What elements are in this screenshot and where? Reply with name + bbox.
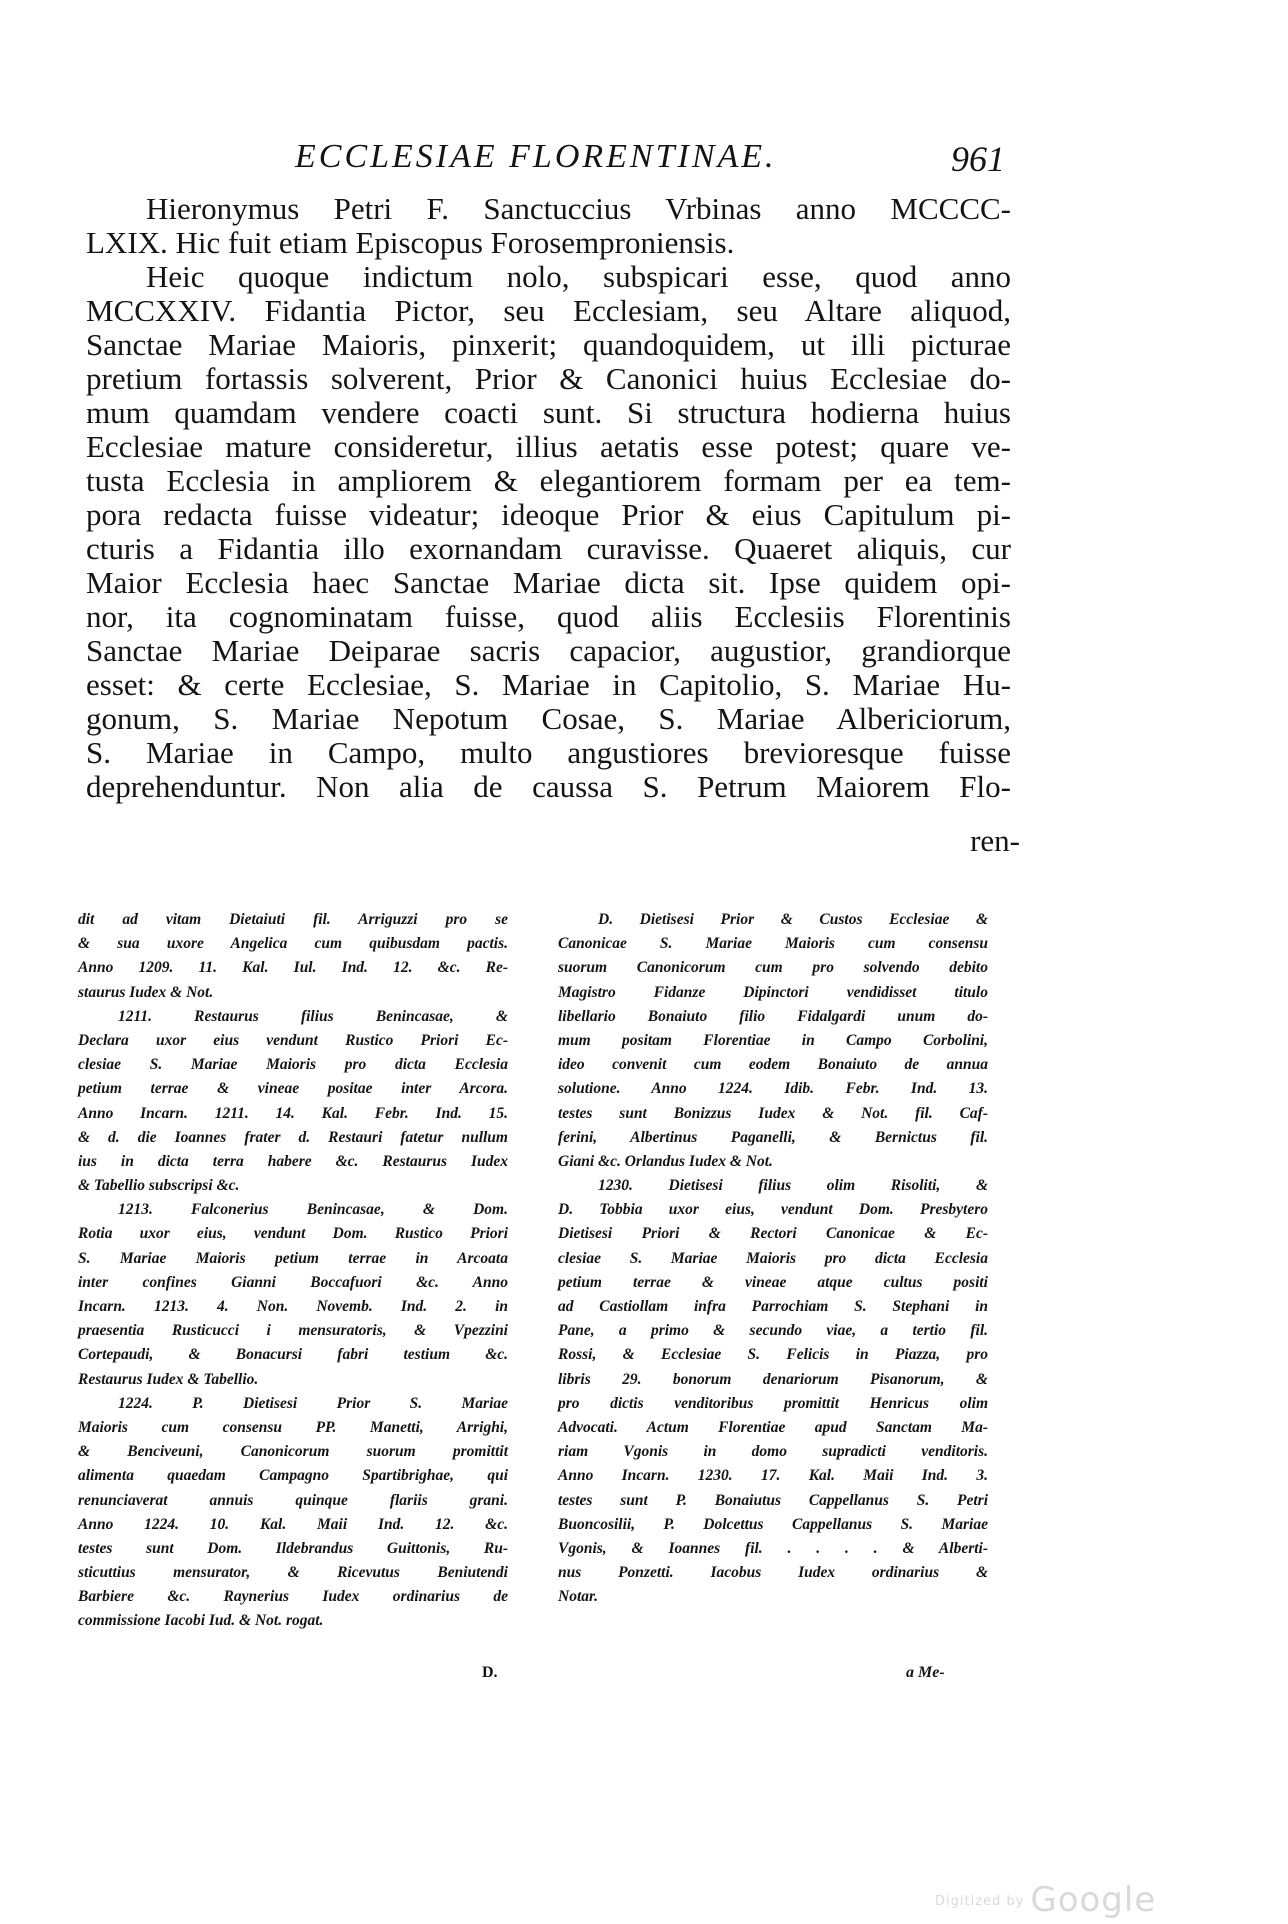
- main-text-line: pora redacta fuisse videatur; ideoque Prior & eius Capitulum pi-: [86, 497, 1011, 532]
- note-line: S. Mariae Maioris petium terrae in Arcoata: [78, 1249, 508, 1267]
- note-line: Declara uxor eius vendunt Rustico Priori Ec-: [78, 1031, 508, 1049]
- note-line: Canonicae S. Mariae Maioris cum consensu: [558, 935, 988, 953]
- note-line: Advocati. Actum Florentiae apud Sanctam Ma-: [558, 1418, 988, 1436]
- note-line: dit ad vitam Dietaiuti fil. Arriguzzi pro se: [78, 911, 508, 928]
- note-line: commissione Iacobi Iud. & Not. rogat.: [78, 1612, 324, 1630]
- catchword: ren-: [970, 823, 1020, 858]
- main-text-line: MCCXXIV. Fidantia Pictor, seu Ecclesiam, seu Altare aliquod,: [86, 293, 1011, 328]
- note-line: Anno Incarn. 1211. 14. Kal. Febr. Ind. 15.: [78, 1104, 508, 1122]
- note-line: Giani &c. Orlandus Iudex & Not.: [558, 1152, 773, 1170]
- note-line: ideo convenit cum eodem Bonaiuto de annua: [558, 1056, 988, 1074]
- footnotes: [78, 908, 993, 1668]
- note-line: riam Vgonis in domo supradicti venditoris.: [558, 1443, 988, 1461]
- note-line: & d. die Ioannes frater d. Restauri fatetur nullum: [78, 1128, 508, 1146]
- main-text-line: Sanctae Mariae Deiparae sacris capacior, augustior, grandiorque: [86, 633, 1011, 668]
- main-text-line: Heic quoque indictum nolo, subspicari esse, quod anno: [146, 259, 1011, 294]
- main-text-line: pretium fortassis solverent, Prior & Canonici huius Ecclesiae do-: [86, 361, 1011, 396]
- note-line: 1213. Falconerius Benincasae, & Dom.: [118, 1201, 508, 1219]
- footnote-column-left: [78, 908, 508, 1634]
- page-number: 961: [951, 139, 1005, 179]
- note-line: ius in dicta terra habere &c. Restaurus Iudex: [78, 1152, 508, 1170]
- main-text-line: Ecclesiae mature consideretur, illius aetatis esse potest; quare ve-: [86, 429, 1011, 464]
- main-text-line: S. Mariae in Campo, multo angustiores brevioresque fuisse: [86, 735, 1011, 770]
- note-line: & Benciveuni, Canonicorum suorum promittit: [78, 1443, 508, 1461]
- note-line: Vgonis, & Ioannes fil. . . . . & Alberti-: [558, 1539, 988, 1557]
- note-line: 1211. Restaurus filius Benincasae, &: [118, 1007, 508, 1025]
- note-line: Restaurus Iudex & Tabellio.: [78, 1370, 259, 1388]
- main-text-line: cturis a Fidantia illo exornandam curavisse. Quaeret aliquis, cur: [86, 531, 1011, 566]
- main-text-line: nor, ita cognominatam fuisse, quod aliis Ecclesiis Florentinis: [86, 599, 1011, 634]
- note-line: inter confines Gianni Boccafuori &c. Anno: [78, 1273, 508, 1291]
- note-line: suorum Canonicorum cum pro solvendo debito: [558, 959, 988, 977]
- running-head: ECCLESIAE FLORENTINAE.: [295, 138, 777, 175]
- main-text-line: Maior Ecclesia haec Sanctae Mariae dicta sit. Ipse quidem opi-: [86, 565, 1011, 600]
- main-text-line: Hieronymus Petri F. Sanctuccius Vrbinas anno MCCCC-: [146, 191, 1011, 226]
- note-line: renunciaverat annuis quinque flariis grani.: [78, 1491, 508, 1509]
- note-line: Anno Incarn. 1230. 17. Kal. Maii Ind. 3.: [558, 1467, 988, 1485]
- main-text-line: deprehenduntur. Non alia de caussa S. Petrum Maiorem Flo-: [86, 769, 1011, 804]
- note-line: Anno 1224. 10. Kal. Maii Ind. 12. &c.: [78, 1515, 508, 1533]
- note-line: clesiae S. Mariae Maioris pro dicta Ecclesia: [558, 1249, 988, 1267]
- watermark-brand: Google: [1030, 1880, 1157, 1920]
- note-line: nus Ponzetti. Iacobus Iudex ordinarius &: [558, 1564, 988, 1582]
- main-text-line: mum quamdam vendere coacti sunt. Si structura hodierna huius: [86, 395, 1011, 430]
- footnote-catchword-right: a Me-: [906, 1664, 945, 1681]
- note-line: 1224. P. Dietisesi Prior S. Mariae: [118, 1394, 508, 1412]
- note-line: testes sunt Bonizzus Iudex & Not. fil. Caf-: [558, 1104, 988, 1122]
- note-line: libellario Bonaiuto filio Fidalgardi unum do-: [558, 1007, 988, 1025]
- main-text-line: Sanctae Mariae Maioris, pinxerit; quandoquidem, ut illi picturae: [86, 327, 1011, 362]
- note-line: sticuttius mensurator, & Ricevutus Beniutendi: [78, 1564, 508, 1582]
- note-line: ferini, Albertinus Paganelli, & Bernictus fil.: [558, 1128, 988, 1146]
- note-line: pro dictis venditoribus promittit Henricus olim: [558, 1394, 988, 1412]
- note-line: staurus Iudex & Not.: [78, 983, 214, 1001]
- page-header: [90, 128, 1005, 178]
- note-line: D. Dietisesi Prior & Custos Ecclesiae &: [598, 911, 988, 928]
- note-line: D. Tobbia uxor eius, vendunt Dom. Presbytero: [558, 1201, 988, 1219]
- note-line: Magistro Fidanze Dipinctori vendidisset titulo: [558, 983, 988, 1001]
- note-line: mum positam Florentiae in Campo Corbolini,: [558, 1031, 988, 1049]
- note-line: petium terrae & vineae atque cultus positi: [558, 1273, 988, 1291]
- note-line: Dietisesi Priori & Rectori Canonicae & Ec-: [558, 1225, 988, 1243]
- note-line: Buoncosilii, P. Dolcettus Cappellanus S. Mariae: [558, 1515, 988, 1533]
- note-line: petium terrae & vineae positae inter Arcora.: [78, 1080, 508, 1098]
- note-line: & sua uxore Angelica cum quibusdam pactis.: [78, 935, 508, 953]
- note-line: clesiae S. Mariae Maioris pro dicta Ecclesia: [78, 1056, 508, 1074]
- note-line: Incarn. 1213. 4. Non. Novemb. Ind. 2. in: [78, 1298, 508, 1315]
- main-text-line: LXIX. Hic fuit etiam Episcopus Forosemproniensis.: [86, 225, 735, 260]
- note-line: & Tabellio subscripsi &c.: [78, 1177, 240, 1195]
- note-line: Barbiere &c. Raynerius Iudex ordinarius de: [78, 1588, 508, 1606]
- main-text-line: tusta Ecclesia in ampliorem & elegantiorem formam per ea tem-: [86, 463, 1011, 498]
- note-line: alimenta quaedam Campagno Spartibrighae, qui: [78, 1467, 508, 1485]
- note-line: 1230. Dietisesi filius olim Risoliti, &: [598, 1177, 988, 1195]
- note-line: Rotia uxor eius, vendunt Dom. Rustico Priori: [78, 1225, 508, 1243]
- note-line: testes sunt Dom. Ildebrandus Guittonis, Ru-: [78, 1539, 508, 1557]
- note-line: Rossi, & Ecclesiae S. Felicis in Piazza, pro: [558, 1346, 988, 1364]
- note-line: Cortepaudi, & Bonacursi fabri testium &c.: [78, 1346, 508, 1364]
- note-line: Notar.: [558, 1588, 599, 1606]
- note-line: praesentia Rusticucci i mensuratoris, & Vpezzini: [78, 1322, 508, 1340]
- main-text-line: gonum, S. Mariae Nepotum Cosae, S. Mariae Albericiorum,: [86, 701, 1011, 736]
- footnote-column-right: [558, 908, 988, 1609]
- main-text: [86, 192, 1011, 804]
- note-line: libris 29. bonorum denariorum Pisanorum, &: [558, 1370, 988, 1388]
- note-line: Maioris cum consensu PP. Manetti, Arrighi,: [78, 1418, 508, 1436]
- note-line: ad Castiollam infra Parrochiam S. Stephani in: [558, 1298, 988, 1315]
- note-line: Anno 1209. 11. Kal. Iul. Ind. 12. &c. Re-: [78, 959, 508, 977]
- watermark-prefix: Digitized by: [935, 1894, 1025, 1909]
- note-line: testes sunt P. Bonaiutus Cappellanus S. Petri: [558, 1491, 988, 1509]
- note-line: Pane, a primo & secundo viae, a tertio fil.: [558, 1322, 988, 1340]
- digitization-watermark: [935, 1880, 1156, 1920]
- main-text-line: esset: & certe Ecclesiae, S. Mariae in Capitolio, S. Mariae Hu-: [86, 667, 1011, 702]
- note-line: solutione. Anno 1224. Idib. Febr. Ind. 13.: [558, 1080, 988, 1098]
- footnote-catchword-left: D.: [482, 1664, 498, 1681]
